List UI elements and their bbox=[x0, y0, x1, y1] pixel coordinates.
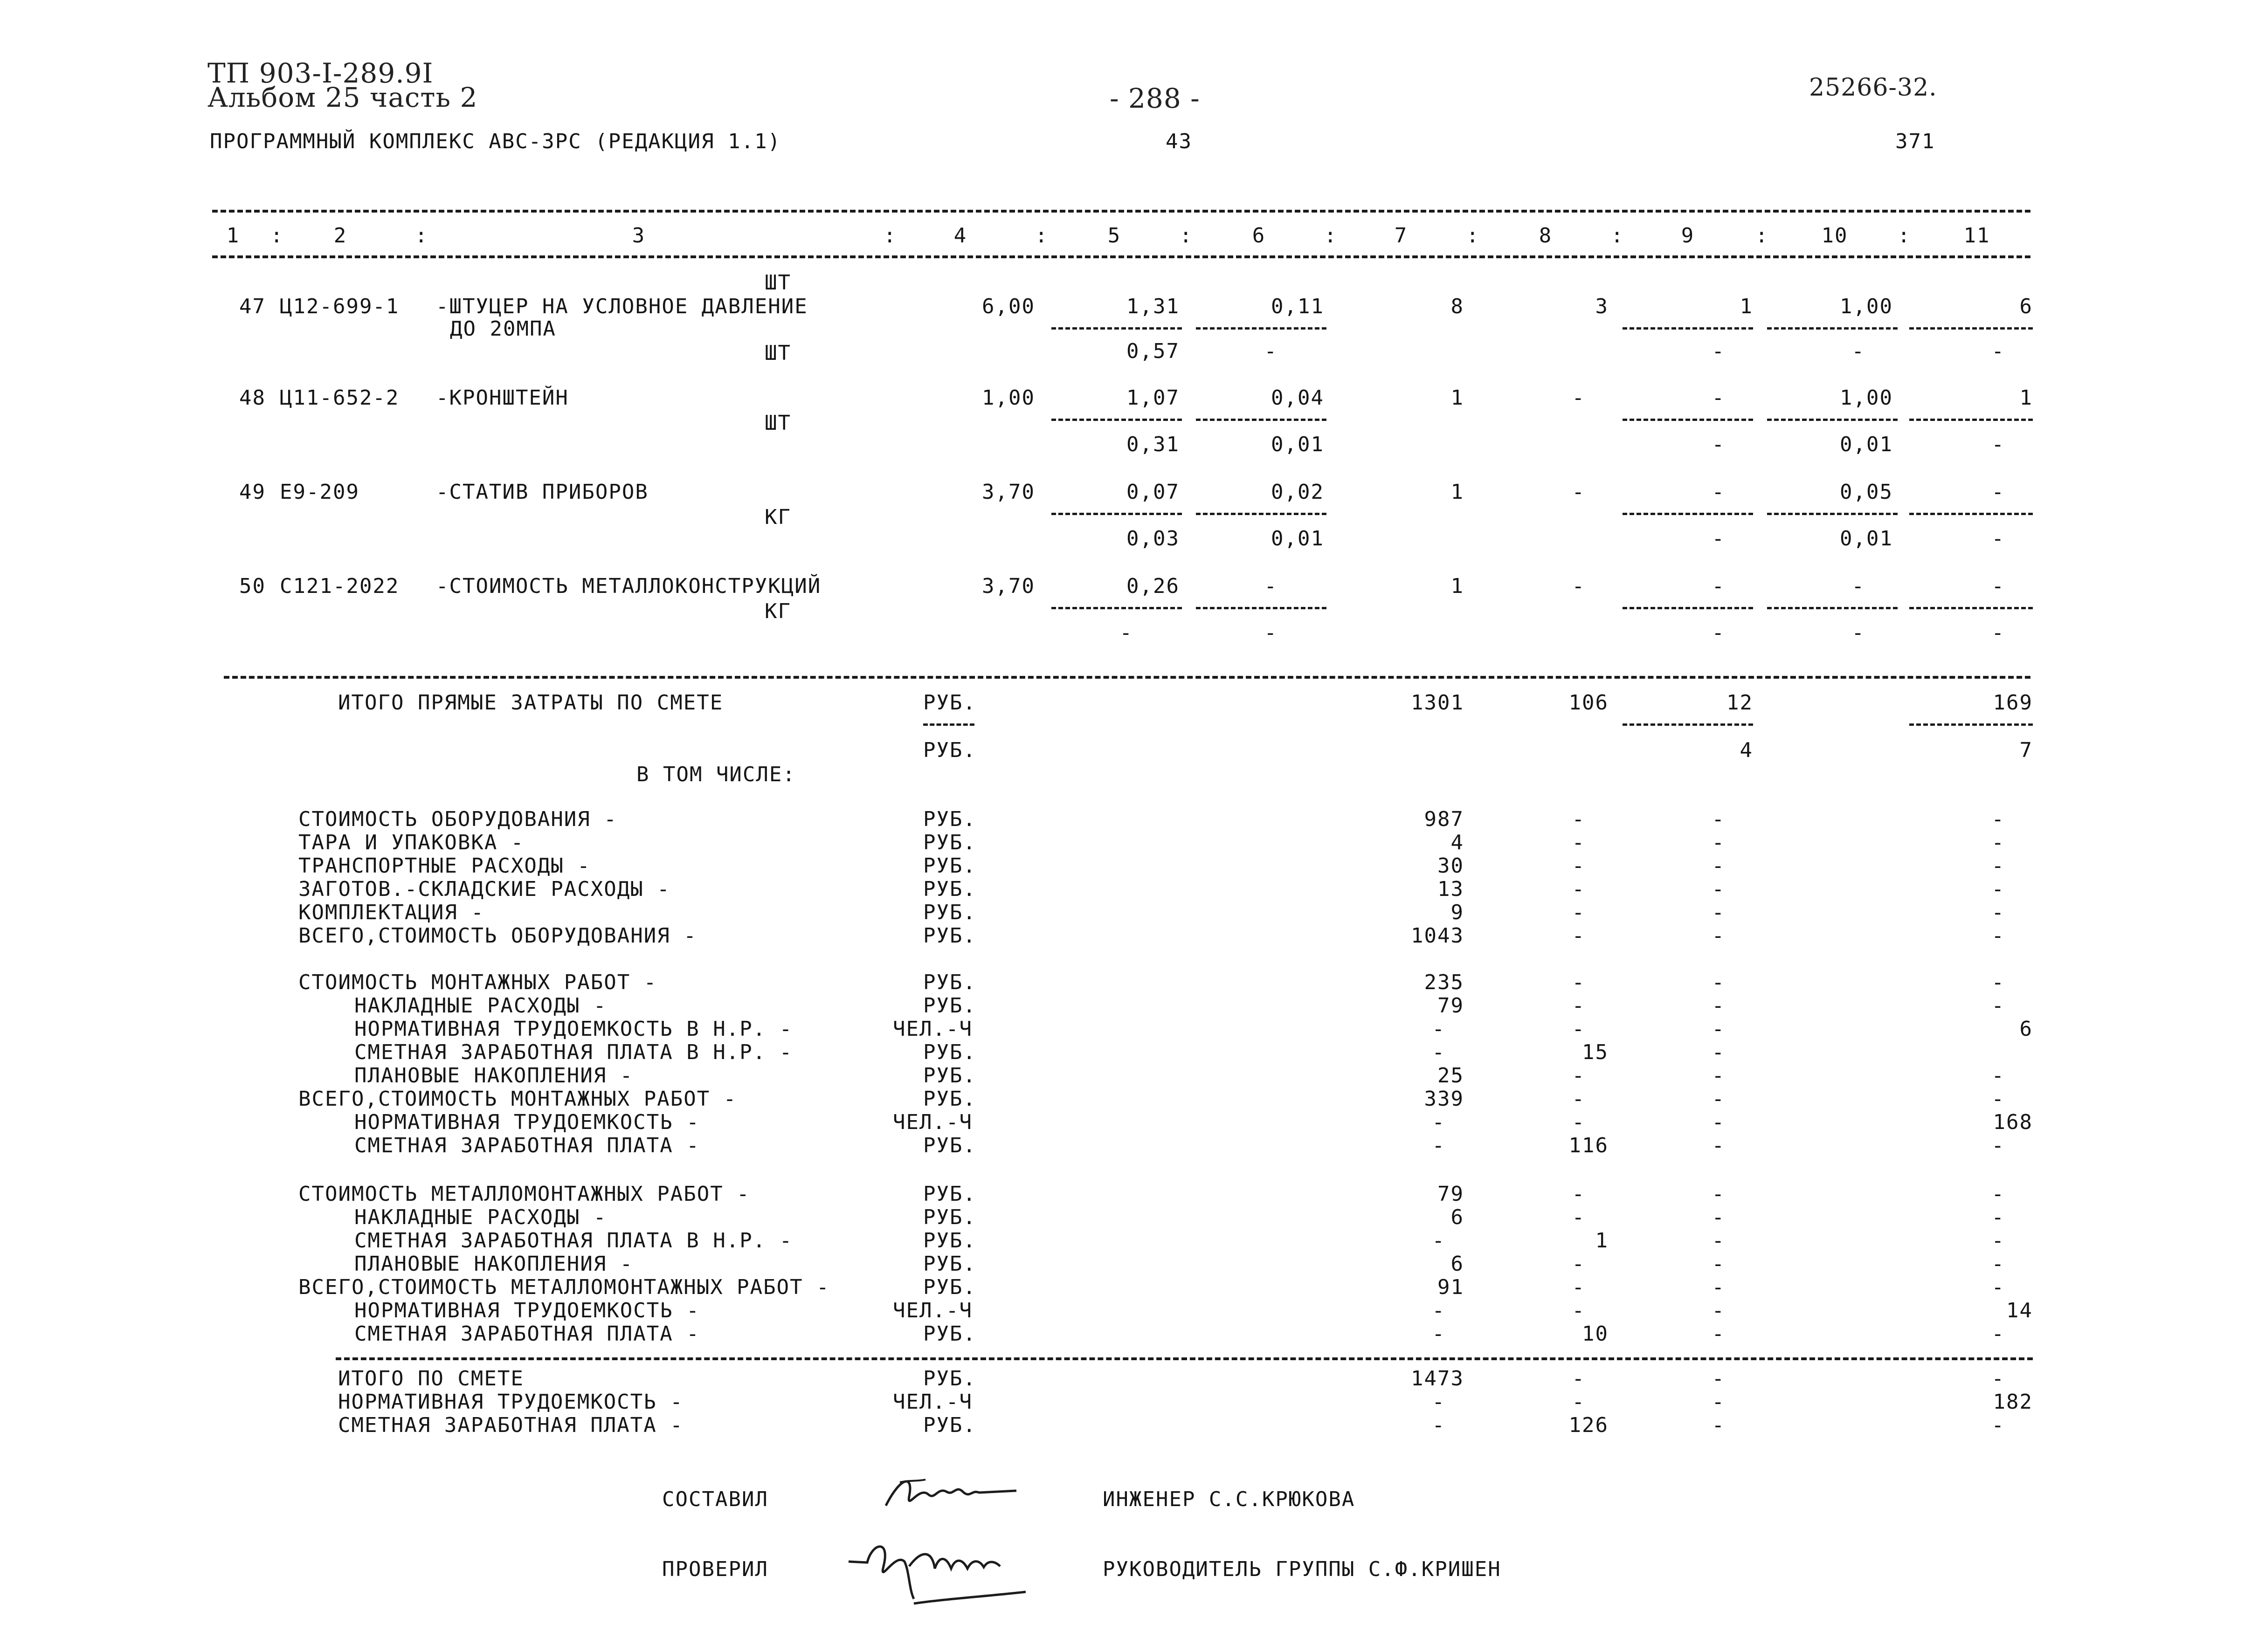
cell-c9: - bbox=[1712, 854, 1725, 878]
cell-rule bbox=[1909, 513, 2033, 515]
cell-rule bbox=[1623, 607, 1753, 609]
cell-c8: 116 bbox=[1568, 1134, 1609, 1157]
cell-c7: 1043 bbox=[1411, 924, 1464, 948]
cell-rule bbox=[1767, 513, 1898, 515]
col-separator: : bbox=[1324, 224, 1338, 248]
cell-c9: - bbox=[1712, 807, 1725, 831]
row-label: СМЕТНАЯ ЗАРАБОТНАЯ ПЛАТА В Н.Р. - bbox=[354, 1229, 793, 1253]
row-label: ЗАГОТОВ.-СКЛАДСКИЕ РАСХОДЫ - bbox=[298, 877, 670, 901]
cell-c7: - bbox=[1432, 1134, 1445, 1157]
cell-c8: - bbox=[1572, 807, 1585, 831]
item-code: Е9-209 bbox=[280, 480, 359, 504]
cell-c11: - bbox=[1991, 994, 2005, 1018]
cell-rule bbox=[1767, 419, 1898, 421]
compiled-by: ИНЖЕНЕР С.С.КРЮКОВА bbox=[1103, 1487, 1355, 1511]
cell-c11: - bbox=[1991, 924, 2005, 948]
cell-c8: - bbox=[1572, 1299, 1585, 1322]
col-separator: : bbox=[415, 224, 428, 248]
cell-c8: - bbox=[1572, 877, 1585, 901]
cell-rule bbox=[1196, 327, 1326, 330]
row-label: НАКЛАДНЫЕ РАСХОДЫ - bbox=[354, 994, 607, 1018]
cell-c6-sub: 0,01 bbox=[1271, 527, 1324, 551]
direct-costs-unit: РУБ. bbox=[923, 691, 976, 715]
cell-c11: - bbox=[1991, 971, 2005, 994]
row-unit: РУБ. bbox=[923, 1134, 976, 1157]
row-unit: РУБ. bbox=[923, 807, 976, 831]
cell-c11: - bbox=[1991, 854, 2005, 878]
cell-c7: 1 bbox=[1450, 574, 1464, 598]
direct-costs-c11b: 7 bbox=[2019, 738, 2033, 762]
cell-c5-sub: 0,03 bbox=[1126, 527, 1180, 551]
final-rule bbox=[336, 1357, 2033, 1360]
col-header-3: 3 bbox=[632, 224, 646, 248]
cell-rule bbox=[1909, 327, 2033, 330]
cell-c7: - bbox=[1432, 1413, 1445, 1437]
cell-c10-sub: - bbox=[1851, 339, 1865, 363]
cell-rule bbox=[1196, 513, 1326, 515]
cell-c10-sub: - bbox=[1851, 621, 1865, 645]
cell-c9: - bbox=[1712, 1252, 1725, 1276]
unit-label: ШТ bbox=[765, 271, 791, 295]
signature-compiled bbox=[881, 1468, 1021, 1520]
cell-c9: - bbox=[1712, 1040, 1725, 1064]
cell-c11-sub: - bbox=[1991, 339, 2005, 363]
cell-c7: - bbox=[1432, 1017, 1445, 1041]
cell-c10: 1,00 bbox=[1840, 386, 1893, 410]
row-label: СМЕТНАЯ ЗАРАБОТНАЯ ПЛАТА - bbox=[354, 1134, 700, 1157]
col-header-1: 1 bbox=[226, 224, 240, 248]
item-number: 48 bbox=[239, 386, 266, 410]
cell-c7: 987 bbox=[1424, 807, 1464, 831]
cell-c9: - bbox=[1712, 1134, 1725, 1157]
cell-c7: - bbox=[1432, 1040, 1445, 1064]
cell-c9: - bbox=[1712, 386, 1725, 410]
cell-c5-sub: 0,57 bbox=[1126, 339, 1180, 363]
row-unit: ЧЕЛ.-Ч bbox=[893, 1390, 973, 1414]
item-number: 47 bbox=[239, 295, 266, 318]
row-label: ВСЕГО,СТОИМОСТЬ МЕТАЛЛОМОНТАЖНЫХ РАБОТ - bbox=[298, 1275, 830, 1299]
cell-c6: 0,04 bbox=[1271, 386, 1324, 410]
cell-c8: - bbox=[1572, 1064, 1585, 1088]
cell-c10-sub: 0,01 bbox=[1840, 527, 1893, 551]
program-title: ПРОГРАММНЫЙ КОМПЛЕКС АВС-3РС (РЕДАКЦИЯ 1.1) bbox=[210, 130, 781, 153]
col-header-8: 8 bbox=[1539, 224, 1553, 248]
cell-c6: - bbox=[1264, 574, 1277, 598]
cell-c7: 30 bbox=[1437, 854, 1464, 878]
cell-c11: - bbox=[1991, 1064, 2005, 1088]
cell-c8: 3 bbox=[1595, 295, 1609, 318]
cell-c7: 8 bbox=[1450, 295, 1464, 318]
cell-c5-sub: - bbox=[1119, 621, 1133, 645]
direct-costs-unit-2: РУБ. bbox=[923, 738, 976, 762]
cell-c8: - bbox=[1572, 480, 1585, 504]
cell-c8: 10 bbox=[1582, 1322, 1609, 1346]
item-name: -СТАТИВ ПРИБОРОВ bbox=[436, 480, 649, 504]
col-header-6: 6 bbox=[1252, 224, 1266, 248]
cell-rule bbox=[1909, 607, 2033, 609]
cell-c6-sub: 0,01 bbox=[1271, 433, 1324, 456]
item-name: -СТОИМОСТЬ МЕТАЛЛОКОНСТРУКЦИЙ bbox=[436, 574, 822, 598]
col-separator: : bbox=[1611, 224, 1624, 248]
cell-c10: 0,05 bbox=[1840, 480, 1893, 504]
cell-c8: - bbox=[1572, 831, 1585, 854]
cell-rule bbox=[923, 723, 974, 726]
row-unit: РУБ. bbox=[923, 1413, 976, 1437]
checked-by: РУКОВОДИТЕЛЬ ГРУППЫ С.Ф.КРИШЕН bbox=[1103, 1557, 1501, 1581]
row-label: СТОИМОСТЬ МЕТАЛЛОМОНТАЖНЫХ РАБОТ - bbox=[298, 1182, 750, 1206]
row-label: НОРМАТИВНАЯ ТРУДОЕМКОСТЬ В Н.Р. - bbox=[354, 1017, 793, 1041]
cell-c11: - bbox=[1991, 901, 2005, 924]
row-label: ПЛАНОВЫЕ НАКОПЛЕНИЯ - bbox=[354, 1064, 634, 1088]
cell-c7: - bbox=[1432, 1110, 1445, 1134]
cell-c5-sub: 0,31 bbox=[1126, 433, 1180, 456]
unit-label: ШТ bbox=[765, 411, 791, 435]
compiled-label: СОСТАВИЛ bbox=[662, 1487, 768, 1511]
col-header-4: 4 bbox=[953, 224, 967, 248]
unit-label: КГ bbox=[765, 505, 791, 529]
cell-c8: 15 bbox=[1582, 1040, 1609, 1064]
cell-rule bbox=[1623, 419, 1753, 421]
cell-c11: - bbox=[1991, 1252, 2005, 1276]
cell-c8: - bbox=[1572, 994, 1585, 1018]
cell-c9: - bbox=[1712, 1390, 1725, 1414]
cell-c11: - bbox=[1991, 1367, 2005, 1390]
cell-c9-sub: - bbox=[1712, 339, 1725, 363]
cell-c8: - bbox=[1572, 1275, 1585, 1299]
cell-c8: - bbox=[1572, 854, 1585, 878]
row-unit: РУБ. bbox=[923, 1182, 976, 1206]
row-unit: РУБ. bbox=[923, 831, 976, 854]
cell-c9-sub: - bbox=[1712, 527, 1725, 551]
cell-c9: - bbox=[1712, 1064, 1725, 1088]
cell-c9: - bbox=[1712, 1367, 1725, 1390]
item-number: 49 bbox=[239, 480, 266, 504]
cell-c5: 1,07 bbox=[1126, 386, 1180, 410]
cell-c11: - bbox=[1991, 1275, 2005, 1299]
cell-c9: - bbox=[1712, 480, 1725, 504]
cell-c11: - bbox=[1991, 1322, 2005, 1346]
cell-rule bbox=[1051, 419, 1182, 421]
col-header-2: 2 bbox=[333, 224, 347, 248]
cell-c9: - bbox=[1712, 1229, 1725, 1253]
cell-rule bbox=[1767, 327, 1898, 330]
including-label: В ТОМ ЧИСЛЕ: bbox=[636, 763, 796, 786]
cell-c11: - bbox=[1991, 1229, 2005, 1253]
col-header-9: 9 bbox=[1681, 224, 1695, 248]
signature-checked bbox=[839, 1534, 1044, 1613]
col-separator: : bbox=[1035, 224, 1049, 248]
cell-rule bbox=[1623, 513, 1753, 515]
cell-c7: 9 bbox=[1450, 901, 1464, 924]
cell-c7: - bbox=[1432, 1390, 1445, 1414]
cell-rule bbox=[1623, 723, 1753, 726]
cell-c7: - bbox=[1432, 1322, 1445, 1346]
cell-c7: 91 bbox=[1437, 1275, 1464, 1299]
direct-costs-c7: 1301 bbox=[1411, 691, 1464, 715]
cell-c7: - bbox=[1432, 1299, 1445, 1322]
row-label: ТАРА И УПАКОВКА - bbox=[298, 831, 525, 854]
row-label: КОМПЛЕКТАЦИЯ - bbox=[298, 901, 484, 924]
cell-c6-sub: - bbox=[1264, 339, 1277, 363]
row-label: НОРМАТИВНАЯ ТРУДОЕМКОСТЬ - bbox=[354, 1299, 700, 1322]
cell-c7: 235 bbox=[1424, 971, 1464, 994]
cell-rule bbox=[1767, 607, 1898, 609]
row-unit: РУБ. bbox=[923, 1205, 976, 1229]
item-qty: 3,70 bbox=[982, 480, 1035, 504]
cell-c7: 6 bbox=[1450, 1205, 1464, 1229]
cell-c7: 1 bbox=[1450, 386, 1464, 410]
cell-c9: - bbox=[1712, 901, 1725, 924]
table-top-rule bbox=[212, 210, 2030, 213]
col-separator: : bbox=[1180, 224, 1193, 248]
cell-c9: - bbox=[1712, 1413, 1725, 1437]
cell-c8: - bbox=[1572, 1252, 1585, 1276]
col-header-11: 11 bbox=[1963, 224, 1990, 248]
cell-c11: 6 bbox=[2019, 1017, 2033, 1041]
archive-number: 25266-32. bbox=[1809, 74, 1937, 102]
direct-costs-c9b: 4 bbox=[1740, 738, 1753, 762]
cell-c9: - bbox=[1712, 1110, 1725, 1134]
cell-c6: 0,11 bbox=[1271, 295, 1324, 318]
unit-label: ШТ bbox=[765, 341, 791, 365]
cell-c9: - bbox=[1712, 574, 1725, 598]
item-name: -ШТУЦЕР НА УСЛОВНОЕ ДАВЛЕНИЕ bbox=[436, 295, 808, 318]
cell-c8: - bbox=[1572, 574, 1585, 598]
row-label: НАКЛАДНЫЕ РАСХОДЫ - bbox=[354, 1205, 607, 1229]
cell-c10: - bbox=[1851, 574, 1865, 598]
cell-c7: 339 bbox=[1424, 1087, 1464, 1111]
cell-c9: - bbox=[1712, 971, 1725, 994]
col-separator: : bbox=[884, 224, 897, 248]
row-unit: РУБ. bbox=[923, 854, 976, 878]
cell-c11: - bbox=[1991, 480, 2005, 504]
item-name-cont: ДО 20МПА bbox=[450, 317, 556, 341]
row-unit: РУБ. bbox=[923, 1040, 976, 1064]
cell-c11: - bbox=[1991, 1087, 2005, 1111]
item-qty: 1,00 bbox=[982, 386, 1035, 410]
cell-c8: - bbox=[1572, 1205, 1585, 1229]
row-label: ТРАНСПОРТНЫЕ РАСХОДЫ - bbox=[298, 854, 591, 878]
cell-c8: - bbox=[1572, 901, 1585, 924]
cell-c9-sub: - bbox=[1712, 621, 1725, 645]
cell-c7: - bbox=[1432, 1229, 1445, 1253]
cell-c8: - bbox=[1572, 386, 1585, 410]
cell-c10: 1,00 bbox=[1840, 295, 1893, 318]
item-code: С121-2022 bbox=[280, 574, 400, 598]
unit-label: КГ bbox=[765, 599, 791, 623]
direct-costs-c9: 12 bbox=[1726, 691, 1753, 715]
cell-c11: - bbox=[1991, 1134, 2005, 1157]
cell-c9: - bbox=[1712, 924, 1725, 948]
cell-c5: 1,31 bbox=[1126, 295, 1180, 318]
cell-c11: - bbox=[1991, 1182, 2005, 1206]
cell-c9-sub: - bbox=[1712, 433, 1725, 456]
col-separator: : bbox=[1898, 224, 1911, 248]
row-unit: РУБ. bbox=[923, 1087, 976, 1111]
col-header-5: 5 bbox=[1107, 224, 1121, 248]
cell-c5: 0,07 bbox=[1126, 480, 1180, 504]
col-separator: : bbox=[270, 224, 284, 248]
sheet-number: 43 bbox=[1166, 130, 1192, 153]
row-label: СТОИМОСТЬ МОНТАЖНЫХ РАБОТ - bbox=[298, 971, 657, 994]
cell-c9: 1 bbox=[1740, 295, 1753, 318]
col-separator: : bbox=[1466, 224, 1480, 248]
row-unit: РУБ. bbox=[923, 971, 976, 994]
page-number: - 288 - bbox=[1110, 83, 1200, 114]
cell-c7: 25 bbox=[1437, 1064, 1464, 1088]
cell-rule bbox=[1051, 607, 1182, 609]
row-unit: ЧЕЛ.-Ч bbox=[893, 1017, 973, 1041]
cell-c7: 1 bbox=[1450, 480, 1464, 504]
row-unit: РУБ. bbox=[923, 901, 976, 924]
cell-c11: 1 bbox=[2019, 386, 2033, 410]
col-separator: : bbox=[1755, 224, 1769, 248]
totals-rule bbox=[224, 676, 2030, 679]
row-unit: РУБ. bbox=[923, 1322, 976, 1346]
cell-rule bbox=[1051, 327, 1182, 330]
direct-costs-c8: 106 bbox=[1568, 691, 1609, 715]
cell-c9: - bbox=[1712, 994, 1725, 1018]
cell-c8: - bbox=[1572, 1087, 1585, 1111]
cell-c11: - bbox=[1991, 831, 2005, 854]
cell-c11-sub: - bbox=[1991, 527, 2005, 551]
cell-c6: 0,02 bbox=[1271, 480, 1324, 504]
row-label: ВСЕГО,СТОИМОСТЬ ОБОРУДОВАНИЯ - bbox=[298, 924, 697, 948]
cell-c9: - bbox=[1712, 1087, 1725, 1111]
cell-c10-sub: 0,01 bbox=[1840, 433, 1893, 456]
cell-c9: - bbox=[1712, 831, 1725, 854]
row-label: НОРМАТИВНАЯ ТРУДОЕМКОСТЬ - bbox=[354, 1110, 700, 1134]
cell-c8: - bbox=[1572, 971, 1585, 994]
cell-c9: - bbox=[1712, 1299, 1725, 1322]
cell-rule bbox=[1196, 607, 1326, 609]
row-label: НОРМАТИВНАЯ ТРУДОЕМКОСТЬ - bbox=[338, 1390, 684, 1414]
cell-c8: - bbox=[1572, 1390, 1585, 1414]
item-code: Ц11-652-2 bbox=[280, 386, 400, 410]
cell-c8: 126 bbox=[1568, 1413, 1609, 1437]
checked-label: ПРОВЕРИЛ bbox=[662, 1557, 768, 1581]
row-unit: ЧЕЛ.-Ч bbox=[893, 1110, 973, 1134]
album-label: Альбом 25 часть 2 bbox=[207, 82, 478, 113]
cell-c8: - bbox=[1572, 1182, 1585, 1206]
col-header-10: 10 bbox=[1821, 224, 1848, 248]
row-unit: РУБ. bbox=[923, 1252, 976, 1276]
cell-c7: 79 bbox=[1437, 1182, 1464, 1206]
row-unit: ЧЕЛ.-Ч bbox=[893, 1299, 973, 1322]
cell-c7: 79 bbox=[1437, 994, 1464, 1018]
row-label: СМЕТНАЯ ЗАРАБОТНАЯ ПЛАТА - bbox=[338, 1413, 684, 1437]
cell-c11: - bbox=[1991, 574, 2005, 598]
row-label: СМЕТНАЯ ЗАРАБОТНАЯ ПЛАТА В Н.Р. - bbox=[354, 1040, 793, 1064]
item-number: 50 bbox=[239, 574, 266, 598]
cell-c8: - bbox=[1572, 924, 1585, 948]
cell-rule bbox=[1623, 327, 1753, 330]
item-qty: 3,70 bbox=[982, 574, 1035, 598]
direct-costs-label: ИТОГО ПРЯМЫЕ ЗАТРАТЫ ПО СМЕТЕ bbox=[338, 691, 724, 715]
cell-c9: - bbox=[1712, 1275, 1725, 1299]
cell-c11: 14 bbox=[2006, 1299, 2033, 1322]
cell-c11: 6 bbox=[2019, 295, 2033, 318]
cell-c11: - bbox=[1991, 1205, 2005, 1229]
item-qty: 6,00 bbox=[982, 295, 1035, 318]
cell-c8: - bbox=[1572, 1367, 1585, 1390]
cell-c9: - bbox=[1712, 877, 1725, 901]
cell-c11: - bbox=[1991, 807, 2005, 831]
cell-c6-sub: - bbox=[1264, 621, 1277, 645]
cell-c11: 168 bbox=[1993, 1110, 2033, 1134]
cell-c11-sub: - bbox=[1991, 621, 2005, 645]
col-header-7: 7 bbox=[1394, 224, 1408, 248]
cell-c8: - bbox=[1572, 1017, 1585, 1041]
direct-costs-c11: 169 bbox=[1993, 691, 2033, 715]
cell-c11: 182 bbox=[1993, 1390, 2033, 1414]
row-unit: РУБ. bbox=[923, 1275, 976, 1299]
cell-rule bbox=[1196, 419, 1326, 421]
row-unit: РУБ. bbox=[923, 1064, 976, 1088]
cell-c9: - bbox=[1712, 1322, 1725, 1346]
cell-c9: - bbox=[1712, 1205, 1725, 1229]
row-label: ПЛАНОВЫЕ НАКОПЛЕНИЯ - bbox=[354, 1252, 634, 1276]
cell-c8: 1 bbox=[1595, 1229, 1609, 1253]
item-code: Ц12-699-1 bbox=[280, 295, 400, 318]
row-unit: РУБ. bbox=[923, 877, 976, 901]
cell-c8: - bbox=[1572, 1110, 1585, 1134]
cell-c11: - bbox=[1991, 877, 2005, 901]
cell-c9: - bbox=[1712, 1017, 1725, 1041]
item-name: -КРОНШТЕЙН bbox=[436, 386, 569, 410]
row-unit: РУБ. bbox=[923, 994, 976, 1018]
cell-rule bbox=[1909, 419, 2033, 421]
row-label: СМЕТНАЯ ЗАРАБОТНАЯ ПЛАТА - bbox=[354, 1322, 700, 1346]
cell-c7: 13 bbox=[1437, 877, 1464, 901]
cell-c7: 4 bbox=[1450, 831, 1464, 854]
row-label: СТОИМОСТЬ ОБОРУДОВАНИЯ - bbox=[298, 807, 617, 831]
row-unit: РУБ. bbox=[923, 1229, 976, 1253]
cell-c11-sub: - bbox=[1991, 433, 2005, 456]
cell-c7: 6 bbox=[1450, 1252, 1464, 1276]
cell-c7: 1473 bbox=[1411, 1367, 1464, 1390]
cell-c5: 0,26 bbox=[1126, 574, 1180, 598]
row-unit: РУБ. bbox=[923, 924, 976, 948]
cell-rule bbox=[1051, 513, 1182, 515]
row-label: ИТОГО ПО СМЕТЕ bbox=[338, 1367, 524, 1390]
cell-c11: - bbox=[1991, 1413, 2005, 1437]
cell-rule bbox=[1909, 723, 2033, 726]
row-unit: РУБ. bbox=[923, 1367, 976, 1390]
doc-code: ТП 903-I-289.9I bbox=[207, 57, 434, 89]
row-label: ВСЕГО,СТОИМОСТЬ МОНТАЖНЫХ РАБОТ - bbox=[298, 1087, 737, 1111]
table-header-rule bbox=[212, 255, 2030, 258]
estimate-number: 371 bbox=[1895, 130, 1935, 153]
cell-c9: - bbox=[1712, 1182, 1725, 1206]
